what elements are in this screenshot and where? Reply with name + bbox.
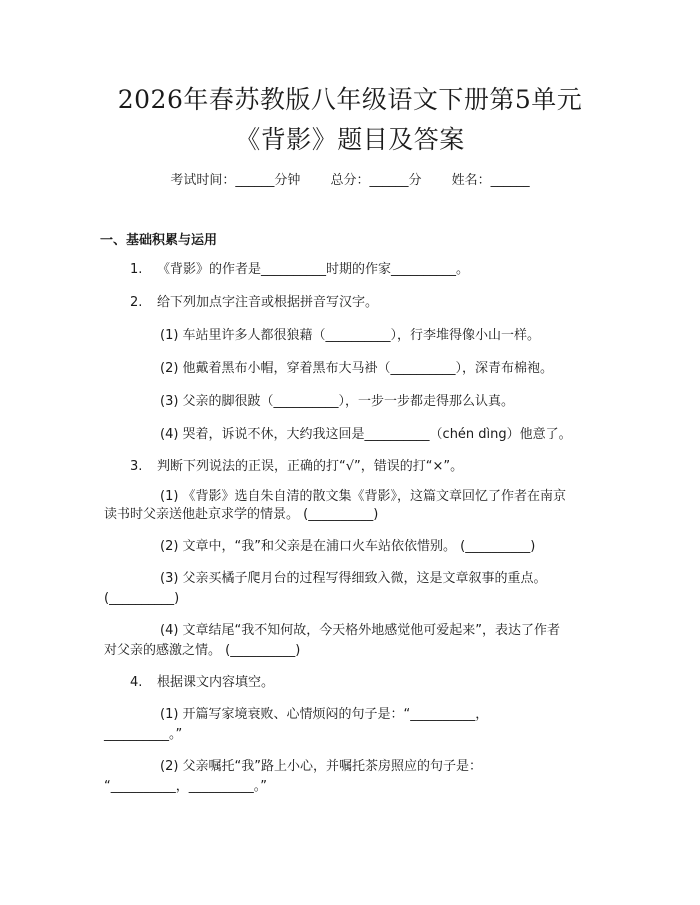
student-name-field: 姓名：______ bbox=[451, 173, 530, 188]
question-2 bbox=[130, 293, 378, 313]
exam-meta bbox=[0, 169, 700, 188]
section-title: 一、基础积累与运用 bbox=[100, 233, 218, 248]
question-text: 给下列加点字注音或根据拼音写汉字。 bbox=[157, 295, 379, 310]
question-number: 4. bbox=[130, 675, 143, 690]
q4-item-2-line2: “__________，__________。” bbox=[104, 779, 267, 794]
q3-item-4-line1: (4) 文章结尾“我不知何故，今天格外地感觉他可爱起来”，表达了作者 bbox=[160, 623, 561, 638]
question-4 bbox=[130, 673, 274, 693]
q4-item-1-line1: (1) 开篇写家境衰败、心情烦闷的句子是：“__________， bbox=[160, 707, 489, 722]
question-3 bbox=[130, 457, 463, 477]
question-number: 3. bbox=[130, 459, 143, 474]
total-score-field: 总分：______分 bbox=[330, 173, 422, 188]
q4-item-2-line1: (2) 父亲嘱托“我”路上小心，并嘱托茶房照应的句子是： bbox=[160, 759, 483, 774]
q3-item-1-line1: (1) 《背影》选自朱自清的散文集《背影》，这篇文章回忆了作者在南京 bbox=[160, 489, 567, 504]
q3-item-1-line2: 读书时父亲送他赴京求学的情景。 (__________) bbox=[104, 507, 379, 522]
question-1 bbox=[130, 260, 469, 280]
q3-item-2: (2) 文章中，“我”和父亲是在浦口火车站依依惜别。 (__________) bbox=[160, 539, 536, 554]
page-title-line1: 2026年春苏教版八年级语文下册第5单元 bbox=[117, 85, 583, 114]
question-text: 判断下列说法的正误，正确的打“√”，错误的打“×”。 bbox=[157, 459, 464, 474]
q3-item-3-line1: (3) 父亲买橘子爬月台的过程写得细致入微，这是文章叙事的重点。 bbox=[160, 571, 547, 586]
question-text: 《背影》的作者是__________时期的作家__________。 bbox=[157, 262, 470, 277]
q2-item-3: (3) 父亲的脚很跛（__________），一步一步都走得那么认真。 bbox=[160, 394, 515, 409]
q3-item-3-line2: (__________) bbox=[104, 591, 180, 606]
q3-item-4-line2: 对父亲的感激之情。 (__________) bbox=[104, 643, 301, 658]
q2-item-2: (2) 他戴着黑布小帽，穿着黑布大马褂（__________），深青布棉袍。 bbox=[160, 361, 554, 376]
q4-item-1-line2: __________。” bbox=[104, 727, 183, 742]
question-text: 根据课文内容填空。 bbox=[157, 675, 275, 690]
q2-item-1: (1) 车站里许多人都很狼藉（__________），行李堆得像小山一样。 bbox=[160, 328, 541, 343]
question-number: 1. bbox=[130, 262, 143, 277]
exam-time-field: 考试时间：______分钟 bbox=[170, 173, 301, 188]
q2-item-4: (4) 哭着，诉说不休，大约我这回是__________（chén dìng）他意了。 bbox=[160, 427, 572, 442]
page-title-line2: 《背影》题目及答案 bbox=[235, 125, 465, 154]
question-number: 2. bbox=[130, 295, 143, 310]
